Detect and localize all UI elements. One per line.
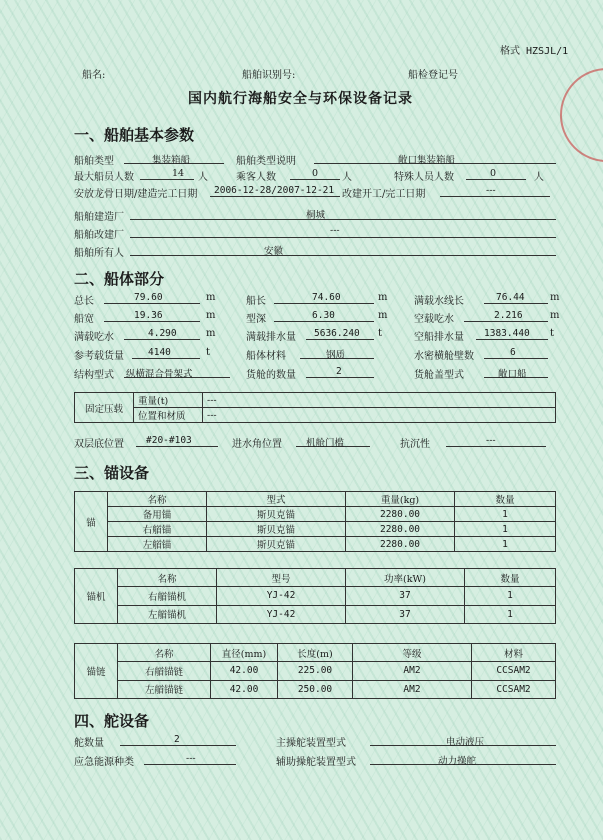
anchor-name: 左艏锚 <box>108 537 207 552</box>
anchor-weight: 2280.00 <box>346 507 455 522</box>
windlass-power: 37 <box>346 587 465 605</box>
rudder-count-label: 舵数量 <box>74 738 104 749</box>
bulkheads-value: 6 <box>510 347 516 358</box>
chain-name: 右艏锚链 <box>118 662 211 680</box>
section-basic-params-title: 一、船舶基本参数 <box>74 126 195 144</box>
anchor-type: 斯贝克锚 <box>207 537 346 552</box>
ship-id-label: 船舶识别号: <box>242 70 296 81</box>
ship-type-value: 集装箱船 <box>152 155 191 166</box>
section-anchor-title: 三、锚设备 <box>74 464 150 482</box>
owner-value: 安徽 <box>264 246 284 257</box>
table-row <box>75 507 556 522</box>
builder-value: 桐城 <box>306 210 326 221</box>
section-hull-title: 二、船体部分 <box>74 270 165 288</box>
emergency-power-label: 应急能源种类 <box>74 757 134 768</box>
anchor-group-label: 锚 <box>75 492 108 552</box>
anchor-weight: 2280.00 <box>346 537 455 552</box>
anchor-header-type: 型式 <box>207 492 346 507</box>
max-crew-value: 14 <box>172 168 185 179</box>
hatch-label: 货舱盖型式 <box>414 370 464 381</box>
aux-steering-label: 辅助操舵装置型式 <box>276 757 356 768</box>
sinkage-value: --- <box>486 435 496 446</box>
special-persons-label: 特殊人员人数 <box>394 172 454 183</box>
light-displacement-label: 空船排水量 <box>414 332 464 343</box>
windlass-table <box>74 568 556 624</box>
lbp-label: 船长 <box>246 296 266 307</box>
chain-group-label: 锚链 <box>75 644 118 699</box>
section-rudder-title: 四、舵设备 <box>74 712 150 730</box>
main-steering-label: 主操舵装置型式 <box>276 738 346 749</box>
chain-header-diameter: 直径(mm) <box>211 644 278 662</box>
windlass-qty: 1 <box>465 587 556 605</box>
loa-value: 79.60 <box>134 292 163 303</box>
windlass-power: 37 <box>346 605 465 623</box>
rebuilder-value: --- <box>330 225 340 236</box>
loa-label: 总长 <box>74 296 94 307</box>
double-bottom-label: 双层底位置 <box>74 439 124 450</box>
draft-unit: m <box>206 328 216 339</box>
lwl-value: 76.44 <box>496 292 525 303</box>
windlass-name: 左艏锚机 <box>118 605 217 623</box>
holds-label: 货舱的数量 <box>246 370 296 381</box>
anchor-qty: 1 <box>455 522 556 537</box>
breadth-value: 19.36 <box>134 310 163 321</box>
anchor-type: 斯贝克锚 <box>207 507 346 522</box>
anchor-chain-table <box>74 643 556 699</box>
document-title: 国内航行海船安全与环保设备记录 <box>188 91 413 107</box>
rebuild-date-value: --- <box>486 185 496 196</box>
keel-date-label: 安放龙骨日期/建造完工日期 <box>74 189 198 200</box>
anchor-type: 斯贝克锚 <box>207 522 346 537</box>
full-displacement-unit: t <box>378 328 383 339</box>
bulkheads-label: 水密横舱壁数 <box>414 351 474 362</box>
chain-grade: AM2 <box>353 680 472 698</box>
windlass-header-qty: 数量 <box>465 569 556 587</box>
red-seal-stamp <box>560 68 603 162</box>
main-steering-value: 电动液压 <box>446 737 485 748</box>
ship-type-desc-label: 船舶类型说明 <box>236 156 296 167</box>
ship-type-label: 船舶类型 <box>74 156 114 167</box>
chain-length: 225.00 <box>278 662 353 680</box>
windlass-model: YJ-42 <box>217 587 346 605</box>
table-row <box>75 522 556 537</box>
rebuild-date-label: 改建开工/完工日期 <box>342 189 426 200</box>
holds-value: 2 <box>336 366 342 377</box>
chain-diameter: 42.00 <box>211 662 278 680</box>
full-displacement-value: 5636.240 <box>314 328 360 339</box>
ballast-position-value: --- <box>203 408 556 423</box>
table-row <box>75 605 556 623</box>
aux-steering-value: 动力操舵 <box>438 756 477 767</box>
anchor-name: 备用锚 <box>108 507 207 522</box>
draft-value: 4.290 <box>148 328 177 339</box>
anchor-qty: 1 <box>455 537 556 552</box>
light-displacement-unit: t <box>550 328 555 339</box>
windlass-header-name: 名称 <box>118 569 217 587</box>
anchor-header-qty: 数量 <box>455 492 556 507</box>
special-persons-value: 0 <box>490 168 497 179</box>
windlass-model: YJ-42 <box>217 605 346 623</box>
depth-unit: m <box>378 310 388 321</box>
full-displacement-label: 满载排水量 <box>246 332 296 343</box>
special-persons-unit: 人 <box>534 172 544 183</box>
passengers-unit: 人 <box>342 172 352 183</box>
structure-value: 纵横混合骨架式 <box>126 369 193 380</box>
depth-value: 6.30 <box>312 310 335 321</box>
hatch-value: 敞口船 <box>498 369 527 380</box>
chain-header-name: 名称 <box>118 644 211 662</box>
hull-material-label: 船体材料 <box>246 351 286 362</box>
light-draft-unit: m <box>550 310 560 321</box>
windlass-qty: 1 <box>465 605 556 623</box>
windlass-group-label: 锚机 <box>75 569 118 624</box>
draft-label: 满载吃水 <box>74 332 114 343</box>
light-draft-value: 2.216 <box>494 310 523 321</box>
chain-grade: AM2 <box>353 662 472 680</box>
windlass-header-model: 型号 <box>217 569 346 587</box>
flooding-angle-label: 进水角位置 <box>232 439 282 450</box>
loa-unit: m <box>206 292 216 303</box>
builder-label: 船舶建造厂 <box>74 212 124 223</box>
chain-header-length: 长度(m) <box>278 644 353 662</box>
passengers-value: 0 <box>312 168 319 179</box>
structure-label: 结构型式 <box>74 370 114 381</box>
rebuilder-label: 船舶改建厂 <box>74 230 124 241</box>
windlass-name: 右艏锚机 <box>118 587 217 605</box>
chain-material: CCSAM2 <box>472 680 556 698</box>
breadth-unit: m <box>206 310 216 321</box>
chain-name: 左艏锚链 <box>118 680 211 698</box>
max-crew-label: 最大船员人数 <box>74 172 134 183</box>
double-bottom-value: #20-#103 <box>146 435 192 446</box>
anchor-qty: 1 <box>455 507 556 522</box>
light-displacement-value: 1383.440 <box>484 328 530 339</box>
ref-load-unit: t <box>206 347 211 358</box>
ballast-weight-value: --- <box>203 393 556 408</box>
breadth-label: 船宽 <box>74 314 94 325</box>
passengers-label: 乘客人数 <box>236 172 276 183</box>
depth-label: 型深 <box>246 314 266 325</box>
chain-diameter: 42.00 <box>211 680 278 698</box>
chain-header-grade: 等级 <box>353 644 472 662</box>
lwl-unit: m <box>550 292 560 303</box>
form-code: 格式 HZSJL/1 <box>500 46 569 57</box>
ship-type-desc-value: 敞口集装箱船 <box>398 155 456 166</box>
flooding-angle-value: 机舱门槛 <box>306 438 345 449</box>
ref-load-label: 参考载货量 <box>74 351 124 362</box>
hull-material-value: 钢质 <box>326 350 346 361</box>
ballast-position-label: 位置和材质 <box>134 408 203 423</box>
owner-label: 船舶所有人 <box>74 248 124 259</box>
registration-number-label: 船检登记号 <box>408 70 458 81</box>
max-crew-unit: 人 <box>198 172 208 183</box>
lwl-label: 满载水线长 <box>414 296 464 307</box>
anchor-name: 右艏锚 <box>108 522 207 537</box>
table-row <box>75 587 556 605</box>
light-draft-label: 空载吃水 <box>414 314 454 325</box>
chain-header-material: 材料 <box>472 644 556 662</box>
rudder-count-value: 2 <box>174 734 180 745</box>
anchor-header-name: 名称 <box>108 492 207 507</box>
chain-material: CCSAM2 <box>472 662 556 680</box>
keel-date-value: 2006-12-28/2007-12-21 <box>214 185 335 196</box>
lbp-value: 74.60 <box>312 292 341 303</box>
anchor-header-weight: 重量(kg) <box>346 492 455 507</box>
table-row <box>75 537 556 552</box>
table-row <box>75 662 556 680</box>
emergency-power-value: --- <box>186 753 196 764</box>
ref-load-value: 4140 <box>148 347 171 358</box>
fixed-ballast-table <box>74 392 556 423</box>
sinkage-label: 抗沉性 <box>400 439 430 450</box>
lbp-unit: m <box>378 292 388 303</box>
ballast-group-label: 固定压载 <box>75 393 134 423</box>
windlass-header-power: 功率(kW) <box>346 569 465 587</box>
ship-name-label: 船名: <box>82 70 106 81</box>
ballast-weight-label: 重量(t) <box>134 393 203 408</box>
anchor-weight: 2280.00 <box>346 522 455 537</box>
anchor-table <box>74 491 556 552</box>
table-row <box>75 680 556 698</box>
chain-length: 250.00 <box>278 680 353 698</box>
